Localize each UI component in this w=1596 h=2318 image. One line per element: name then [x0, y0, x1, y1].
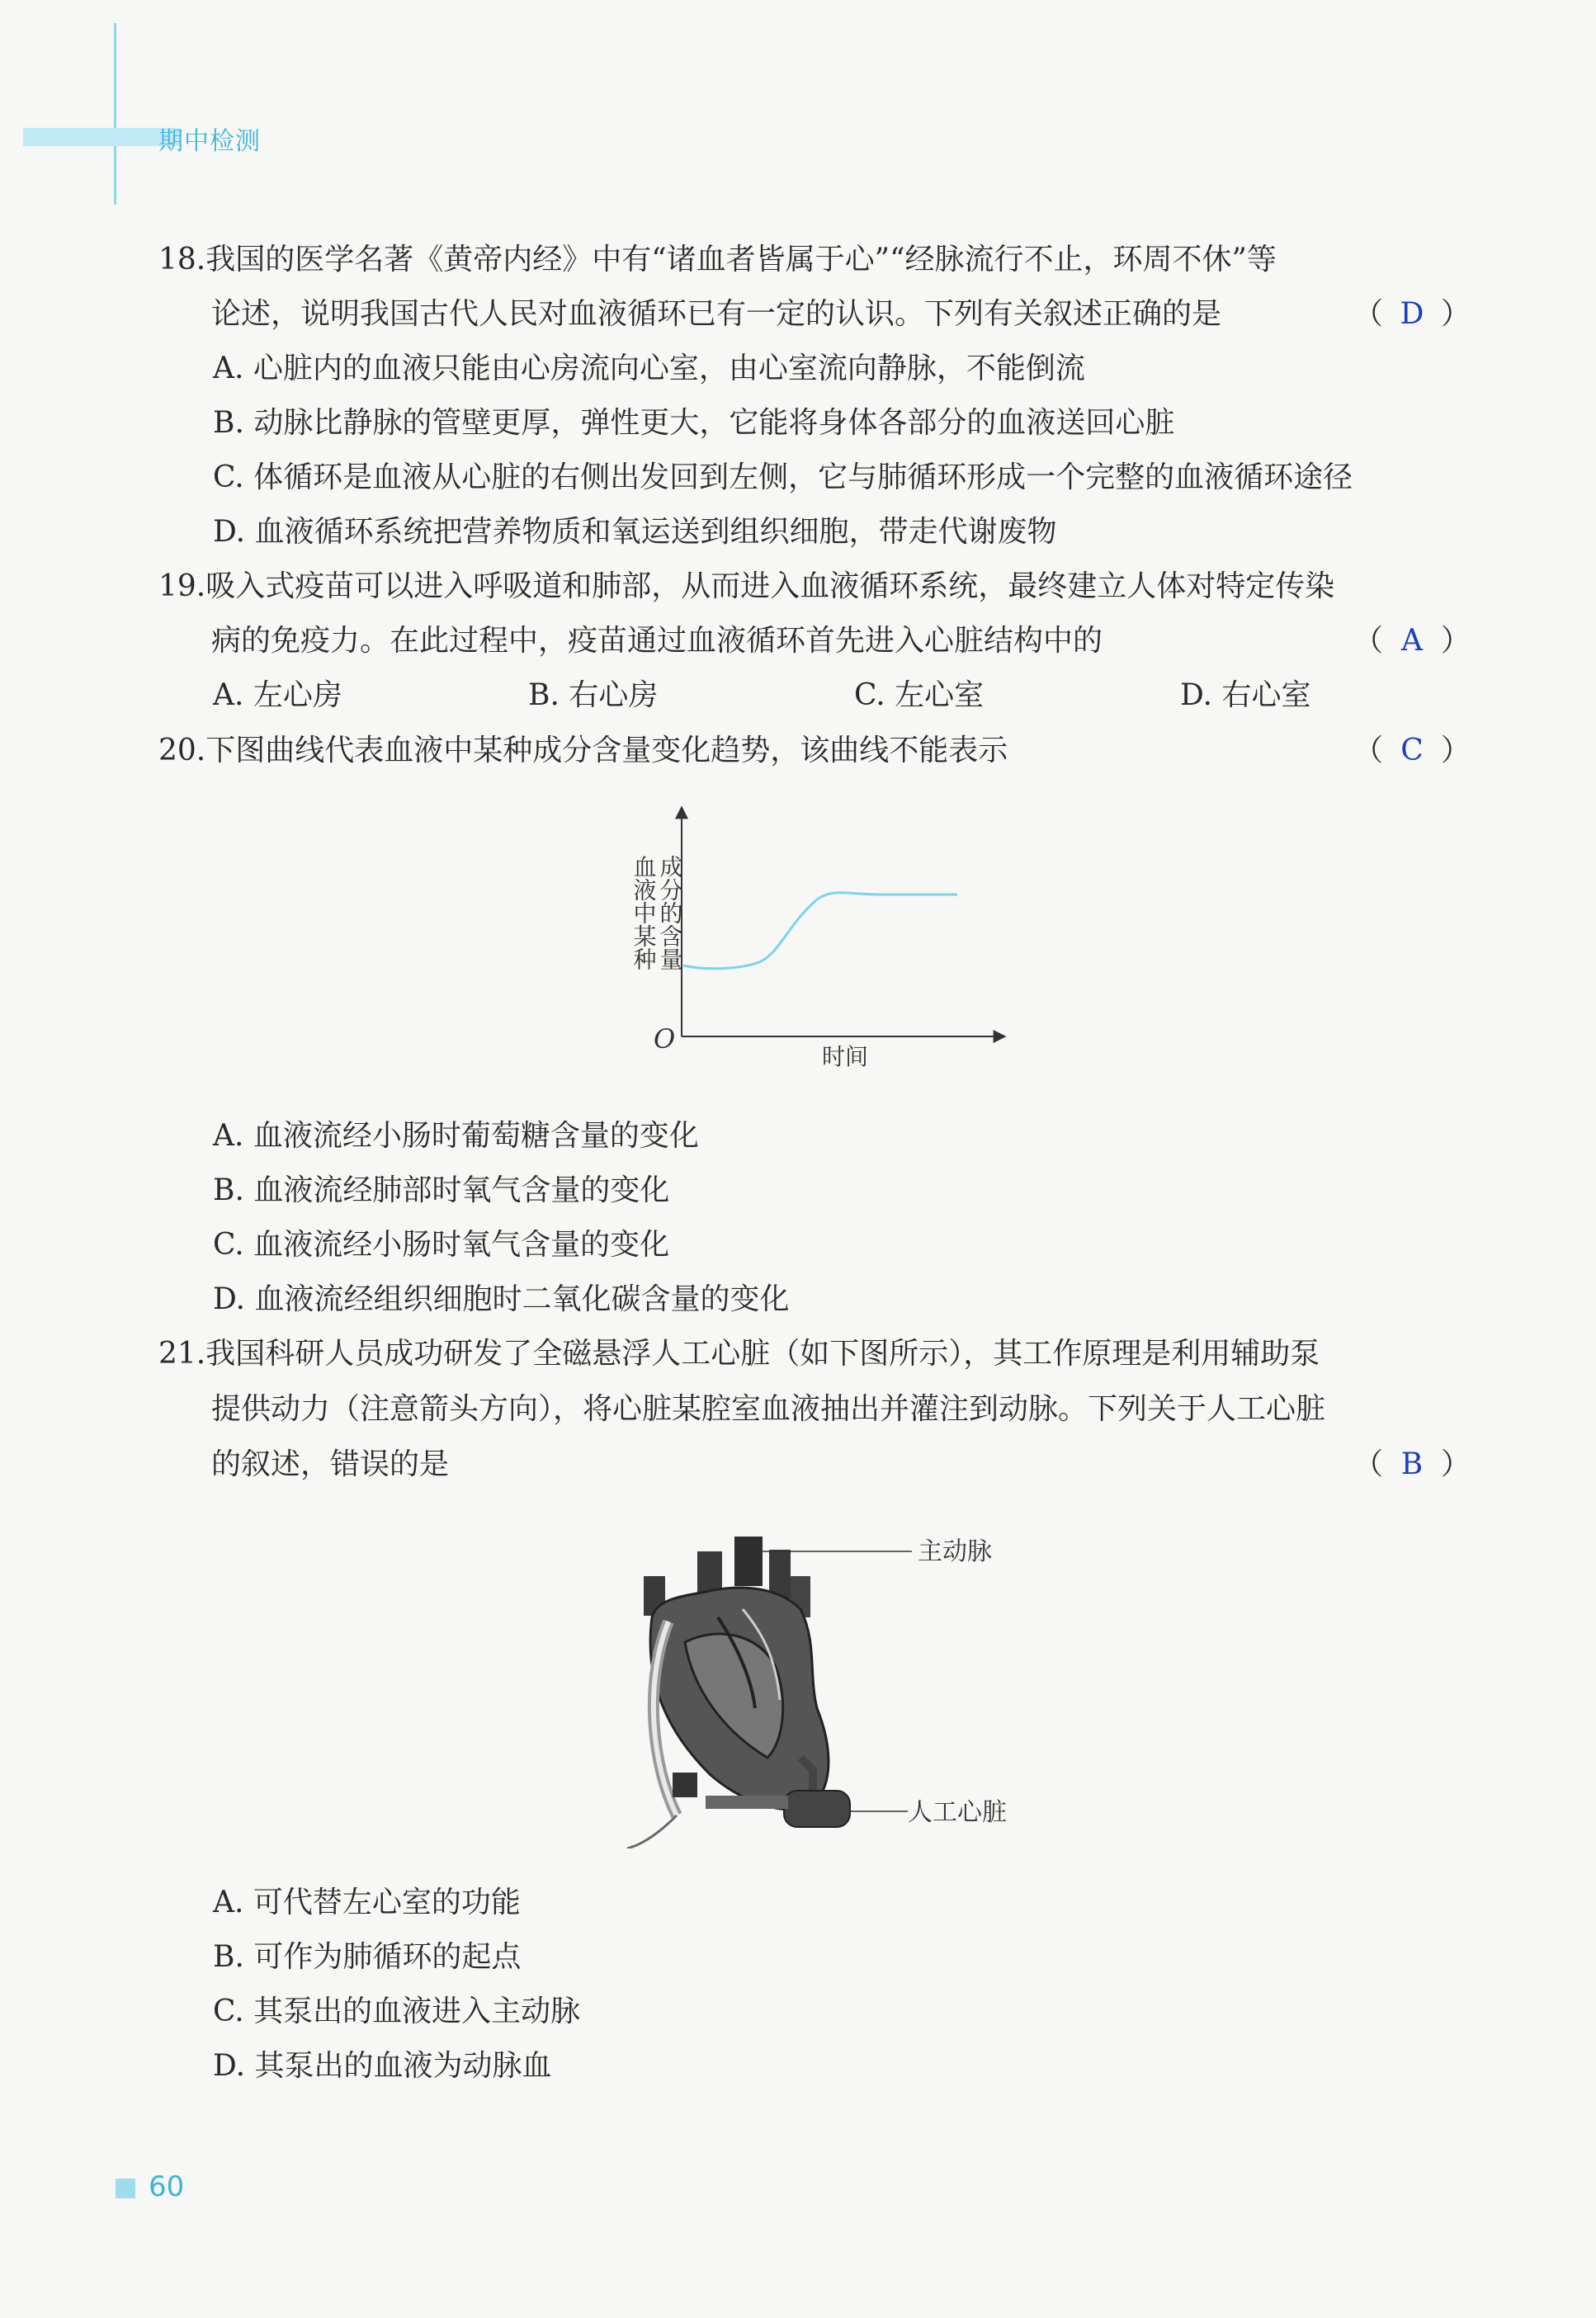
- pump-wire: [627, 1815, 677, 1848]
- option-20-c: C. 血液流经小肠时氧气含量的变化: [213, 1228, 670, 1262]
- question-number: 20.: [158, 734, 206, 767]
- answer-bracket-20: （ C ）: [1353, 734, 1471, 767]
- question-text: 我国的医学名著《黄帝内经》中有“诸血者皆属于心”“经脉流行不止，环周不休”等: [205, 243, 1277, 276]
- question-21-line-3: 的叙述，错误的是: [211, 1447, 450, 1481]
- question-number: 18.: [158, 243, 206, 276]
- question-21-line-2: 提供动力（注意箭头方向），将心脏某腔室血液抽出并灌注到动脉。下列关于人工心脏: [211, 1392, 1326, 1426]
- question-number: 19.: [158, 569, 206, 603]
- answer-bracket-19: （ A ）: [1353, 624, 1471, 658]
- option-19-b: B. 右心房: [528, 678, 659, 712]
- option-20-a: A. 血液流经小肠时葡萄糖含量的变化: [213, 1119, 699, 1153]
- option-18-c: C. 体循环是血液从心脏的右侧出发回到左侧，它与肺循环形成一个完整的血液循环途径: [213, 460, 1353, 494]
- question-number: 21.: [158, 1337, 206, 1371]
- option-21-d: D. 其泵出的血液为动脉血: [213, 2049, 552, 2083]
- option-18-b: B. 动脉比静脉的管壁更厚，弹性更大，它能将身体各部分的血液送回心脏: [213, 406, 1175, 440]
- pump-cable: [706, 1796, 788, 1809]
- option-19-d: D. 右心室: [1180, 678, 1311, 712]
- option-18-d: D. 血液循环系统把营养物质和氧运送到组织细胞，带走代谢废物: [213, 515, 1057, 549]
- vessel: [734, 1537, 763, 1586]
- question-20-line-1: [158, 733, 1008, 769]
- pump-stand: [673, 1773, 697, 1797]
- x-axis-label: 时间: [822, 1043, 869, 1070]
- question-18-line-2: 论述，说明我国古代人民对血液循环已有一定的认识。下列有关叙述正确的是: [211, 297, 1222, 331]
- label-artificial-heart: 人工心脏: [908, 1798, 1007, 1827]
- option-21-b: B. 可作为肺循环的起点: [213, 1940, 522, 1974]
- question-text: 吸入式疫苗可以进入呼吸道和肺部，从而进入血液循环系统，最终建立人体对特定传染: [205, 569, 1335, 603]
- option-20-d: D. 血液流经组织细胞时二氧化碳含量的变化: [213, 1282, 790, 1316]
- answer-bracket-21: （ B ）: [1353, 1447, 1471, 1481]
- question-text: 下图曲线代表血液中某种成分含量变化趋势，该曲线不能表示: [205, 734, 1008, 767]
- option-20-b: B. 血液流经肺部时氧气含量的变化: [213, 1173, 670, 1207]
- y-axis-label-line-1: 血液中某种: [630, 855, 658, 970]
- question-18-line-1: [158, 242, 1277, 278]
- option-21-c: C. 其泵出的血液进入主动脉: [213, 1995, 581, 2028]
- section-title: 期中检测: [158, 127, 261, 156]
- question-19-line-2: 病的免疫力。在此过程中，疫苗通过血液循环首先进入心脏结构中的: [211, 624, 1103, 658]
- artificial-heart-figure: [611, 1518, 1040, 1848]
- curve-figure: [569, 800, 1032, 1081]
- answer-letter: D: [1400, 297, 1424, 331]
- pump-body: [784, 1791, 850, 1827]
- option-18-a: A. 心脏内的血液只能由心房流向心室，由心室流向静脉，不能倒流: [213, 352, 1085, 385]
- y-axis-label-line-2: 成分的含量: [656, 855, 684, 970]
- option-19-c: C. 左心室: [854, 678, 985, 712]
- label-aorta: 主动脉: [918, 1537, 992, 1566]
- header-band: [23, 128, 180, 146]
- trend-curve: [683, 893, 957, 969]
- answer-letter: B: [1400, 1447, 1424, 1481]
- question-19-line-1: [158, 569, 1334, 605]
- option-21-a: A. 可代替左心室的功能: [213, 1886, 521, 1919]
- option-19-a: A. 左心房: [213, 678, 342, 712]
- header-vertical-line: [114, 23, 116, 205]
- answer-bracket-18: （ D ）: [1353, 297, 1471, 331]
- footer-square: [116, 2179, 135, 2198]
- answer-letter: A: [1401, 624, 1424, 658]
- question-21-line-1: [158, 1336, 1320, 1372]
- question-text: 我国科研人员成功研发了全磁悬浮人工心脏（如下图所示），其工作原理是利用辅助泵: [205, 1337, 1320, 1371]
- page-number: 60: [149, 2170, 185, 2203]
- answer-letter: C: [1400, 734, 1424, 767]
- origin-label: O: [654, 1023, 676, 1055]
